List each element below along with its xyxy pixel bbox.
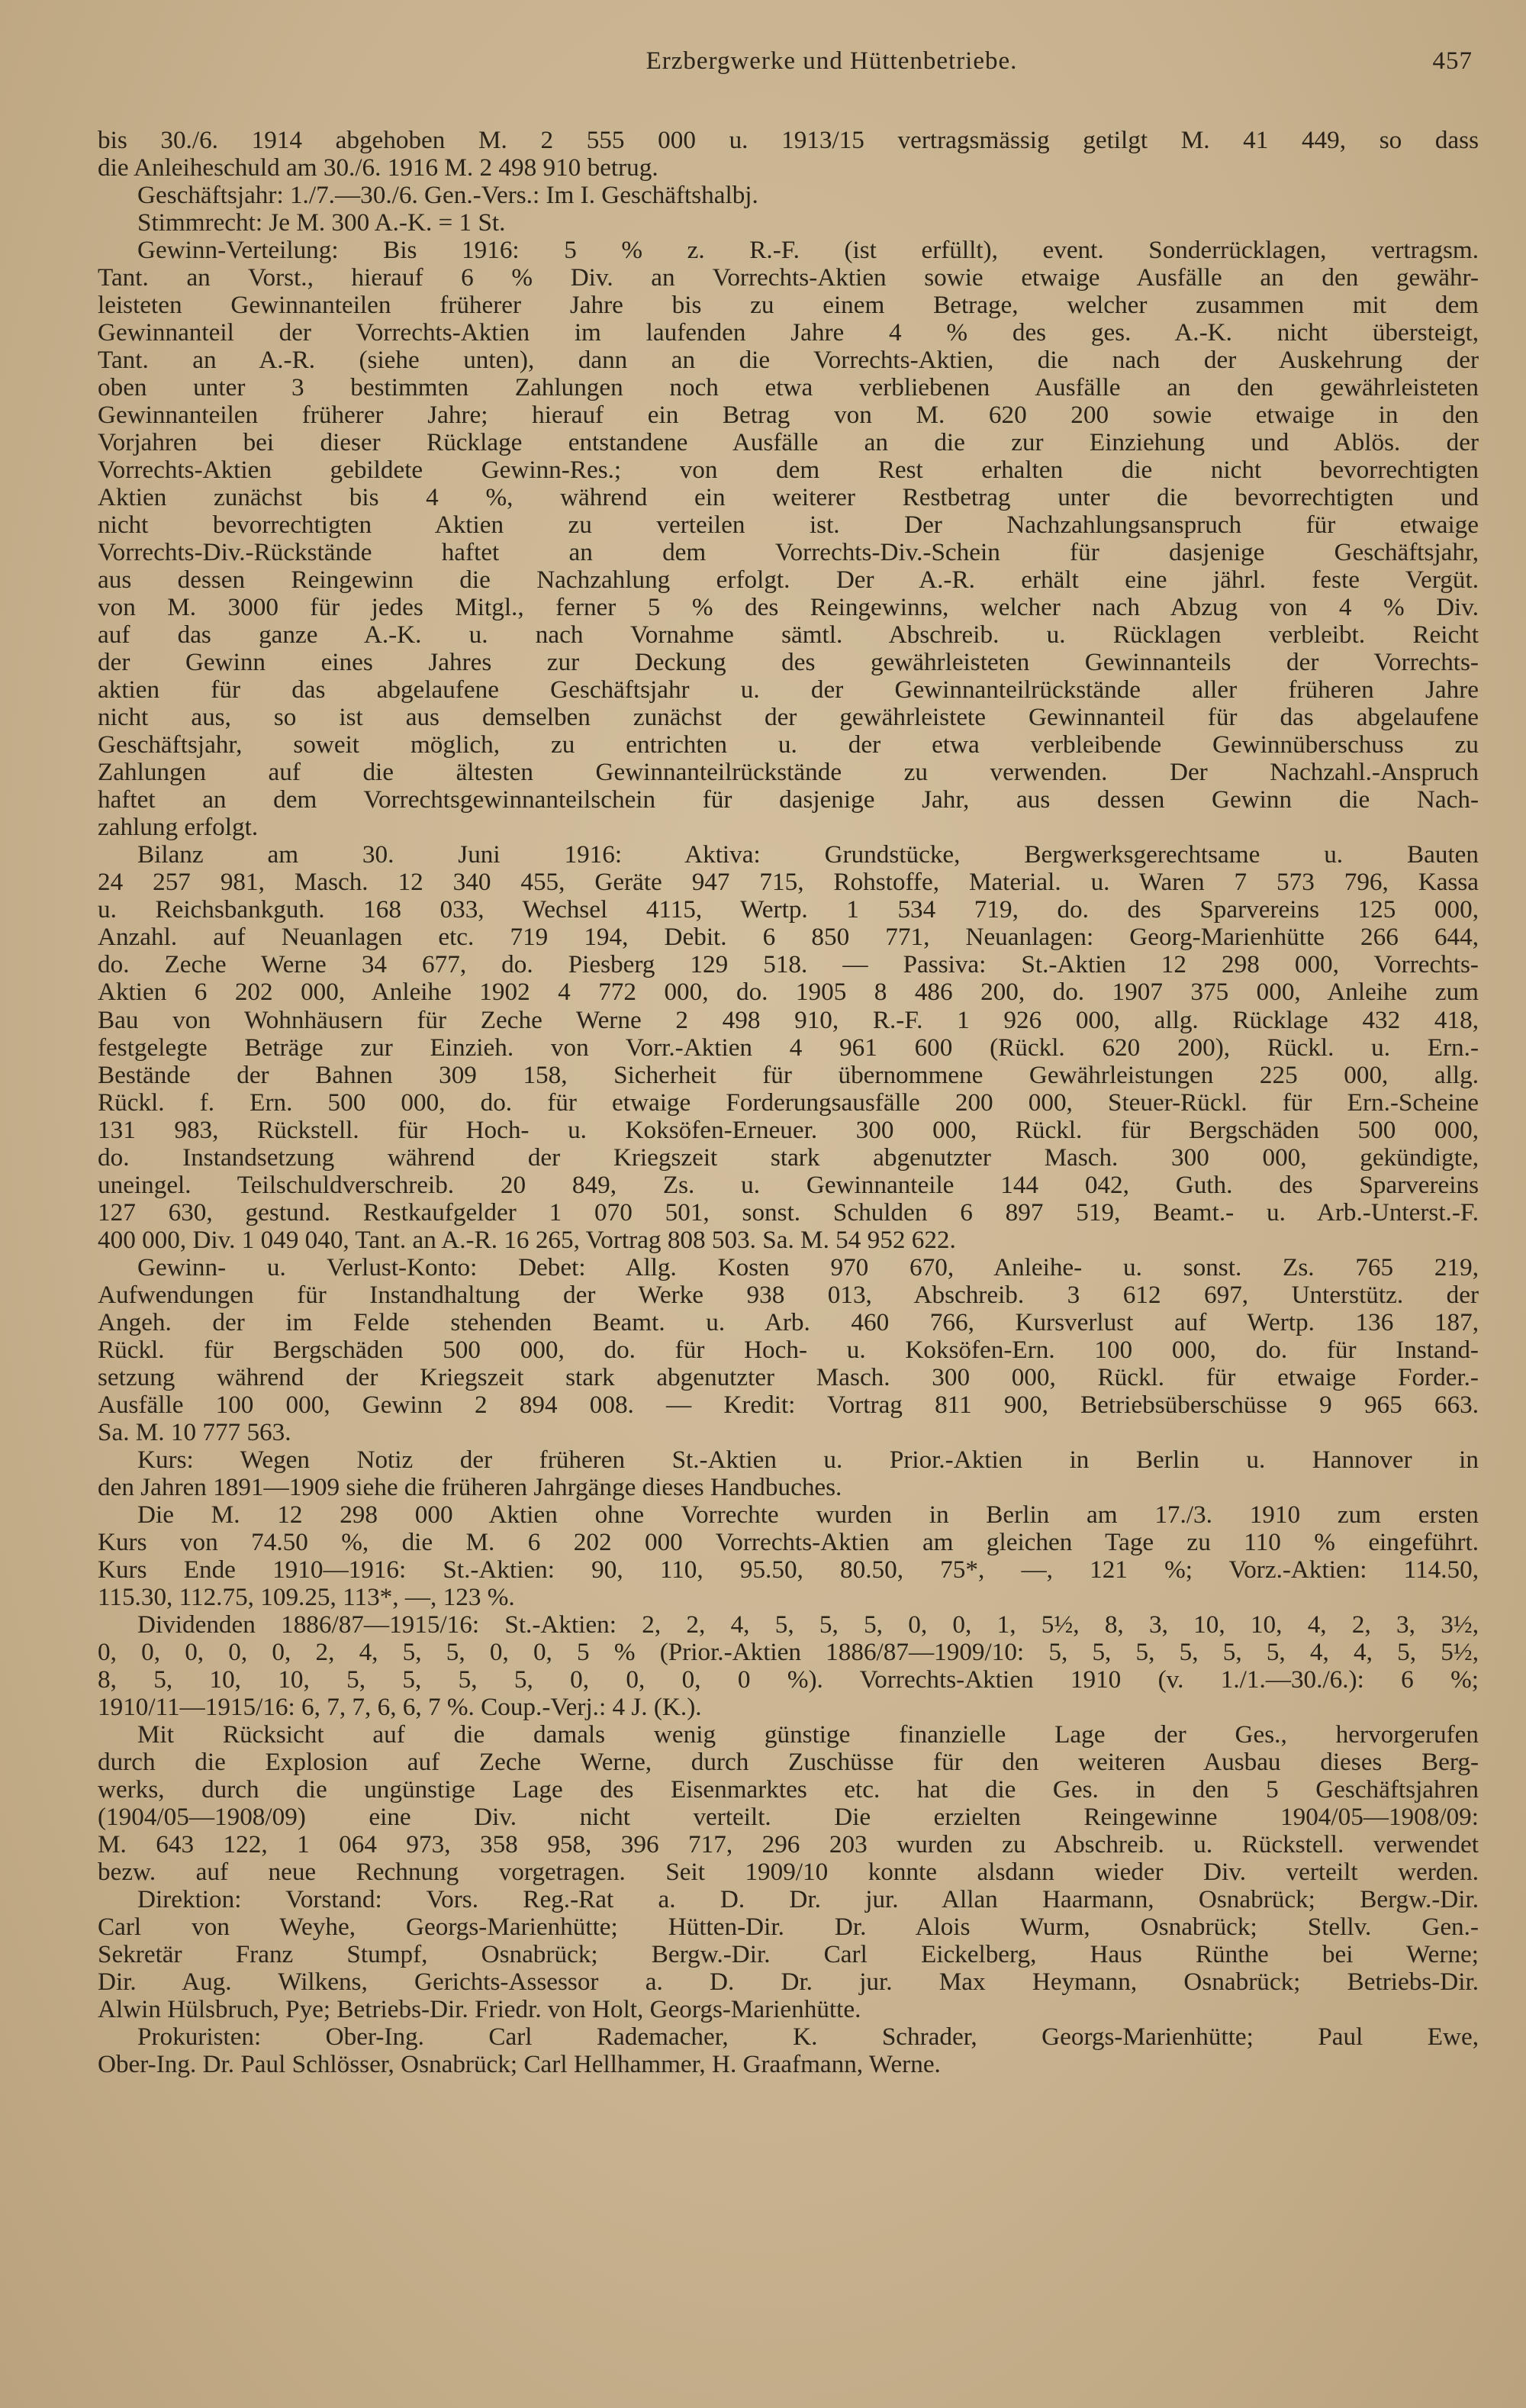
text-line: Zahlungen auf die ältesten Gewinnanteilrückstände zu verwenden. Der Nachzahl.-Anspruch: [98, 759, 1479, 787]
text-line: Mit Rücksicht auf die damals wenig günstige finanzielle Lage der Ges., hervorgerufen: [137, 1720, 1479, 1749]
text-line: Tant. an Vorst., hierauf 6 % Div. an Vorrechts-Aktien sowie etwaige Ausfälle an den gewähr-: [98, 264, 1479, 292]
text-line: 400 000, Div. 1 049 040, Tant. an A.-R. 16 265, Vortrag 808 503. Sa. M. 54 952 622.: [98, 1226, 956, 1254]
text-line: nicht bevorrechtigten Aktien zu verteilen ist. Der Nachzahlungsanspruch für etwaige: [98, 511, 1479, 540]
text-line: Kurs von 74.50 %, die M. 6 202 000 Vorrechts-Aktien am gleichen Tage zu 110 % eingeführt.: [98, 1528, 1479, 1556]
text-line: Tant. an A.-R. (siehe unten), dann an die Vorrechts-Aktien, die nach der Auskehrung der: [98, 347, 1479, 375]
text-line: 1910/11—1915/16: 6, 7, 7, 6, 6, 7 %. Coup.-Verj.: 4 J. (K.).: [98, 1693, 702, 1721]
text-line: 24 257 981, Masch. 12 340 455, Geräte 947 715, Rohstoffe, Material. u. Waren 7 573 796, Kassa: [98, 869, 1479, 897]
text-line: Direktion: Vorstand: Vors. Reg.-Rat a. D. Dr. jur. Allan Haarmann, Osnabrück; Bergw.-Dir.: [137, 1886, 1479, 1913]
text-line: setzung während der Kriegszeit stark abgenutzter Masch. 300 000, Rückl. für etwaige Forder.-: [98, 1363, 1479, 1391]
text-line: Anzahl. auf Neuanlagen etc. 719 194, Debit. 6 850 771, Neuanlagen: Georg-Marienhütte 266 644,: [98, 924, 1479, 952]
text-line: auf das ganze A.-K. u. nach Vornahme sämtl. Abschreib. u. Rücklagen verbleibt. Reicht: [98, 621, 1479, 650]
text-line: Geschäftsjahr: 1./7.—30./6. Gen.-Vers.: Im I. Geschäftshalbj.: [137, 182, 758, 210]
text-line: haftet an dem Vorrechtsgewinnanteilschein für dasjenige Jahr, aus dessen Gewinn die Nach-: [98, 786, 1479, 814]
text-line: Dividenden 1886/87—1915/16: St.-Aktien: 2, 2, 4, 5, 5, 5, 0, 0, 1, 5½, 8, 3, 10, 10, 4, 2, 3, 3½,: [137, 1610, 1479, 1639]
text-line: Rückl. f. Ern. 500 000, do. für etwaige Forderungsausfälle 200 000, Steuer-Rückl. für Ern.-Scheine: [98, 1088, 1479, 1117]
text-line: den Jahren 1891—1909 siehe die früheren Jahrgänge dieses Handbuches.: [98, 1473, 842, 1501]
text-line: von M. 3000 für jedes Mitgl., ferner 5 % des Reingewinns, welcher nach Abzug von 4 % Div.: [98, 594, 1479, 622]
text-line: Kurs: Wegen Notiz der früheren St.-Aktien u. Prior.-Aktien in Berlin u. Hannover in: [137, 1446, 1479, 1474]
text-line: 8, 5, 10, 10, 5, 5, 5, 5, 0, 0, 0, 0 %). Vorrechts-Aktien 1910 (v. 1./1.—30./6.): 6 %;: [98, 1665, 1479, 1694]
text-line: Gewinn-Verteilung: Bis 1916: 5 % z. R.-F. (ist erfüllt), event. Sonderrücklagen, vertragsm.: [137, 237, 1479, 265]
text-line: bezw. auf neue Rechnung vorgetragen. Seit 1909/10 konnte alsdann wieder Div. verteilt werden.: [98, 1858, 1479, 1886]
page-header: [99, 47, 1473, 85]
text-line: 115.30, 112.75, 109.25, 113*, —, 123 %.: [98, 1583, 515, 1611]
text-line: 0, 0, 0, 0, 0, 2, 4, 5, 5, 0, 0, 5 % (Prior.-Aktien 1886/87—1909/10: 5, 5, 5, 5, 5, 5, 4, 4, 5, 5½,: [98, 1638, 1479, 1666]
text-line: Sa. M. 10 777 563.: [98, 1418, 291, 1446]
text-line: Vorjahren bei dieser Rücklage entstandene Ausfälle an die zur Einziehung und Ablös. der: [98, 429, 1479, 457]
text-line: Gewinn- u. Verlust-Konto: Debet: Allg. Kosten 970 670, Anleihe- u. sonst. Zs. 765 219,: [137, 1253, 1479, 1281]
document-body: [98, 127, 1479, 2078]
text-line: do. Instandsetzung während der Kriegszeit stark abgenutzter Masch. 300 000, gekündigte,: [98, 1143, 1479, 1172]
text-line: uneingel. Teilschuldverschreib. 20 849, Zs. u. Gewinnanteile 144 042, Guth. des Sparvereins: [98, 1171, 1479, 1199]
text-line: Bilanz am 30. Juni 1916: Aktiva: Grundstücke, Bergwerksgerechtsame u. Bauten: [137, 841, 1479, 869]
text-line: Rückl. für Bergschäden 500 000, do. für Hoch- u. Koksöfen-Ern. 100 000, do. für Instand-: [98, 1336, 1479, 1364]
text-line: werks, durch die ungünstige Lage des Eisenmarktes etc. hat die Ges. in den 5 Geschäftsjahren: [98, 1775, 1479, 1804]
running-title: Erzbergwerke und Hüttenbetriebe.: [645, 47, 1018, 75]
text-line: do. Zeche Werne 34 677, do. Piesberg 129 518. — Passiva: St.-Aktien 12 298 000, Vorrechts-: [98, 951, 1479, 979]
text-line: Vorrechts-Div.-Rückstände haftet an dem Vorrechts-Div.-Schein für dasjenige Geschäftsjahr,: [98, 539, 1479, 567]
text-line: Vorrechts-Aktien gebildete Gewinn-Res.; von dem Rest erhalten die nicht bevorrechtigten: [98, 456, 1479, 485]
text-line: Geschäftsjahr, soweit möglich, zu entrichten u. der etwa verbleibende Gewinnüberschuss zu: [98, 731, 1479, 759]
text-line: 127 630, gestund. Restkaufgelder 1 070 501, sonst. Schulden 6 897 519, Beamt.- u. Arb.-Unterst.-F.: [98, 1198, 1479, 1227]
text-line: die Anleiheschuld am 30./6. 1916 M. 2 498 910 betrug.: [98, 154, 658, 182]
text-line: Stimmrecht: Je M. 300 A.-K. = 1 St.: [137, 209, 506, 237]
text-line: Prokuristen: Ober-Ing. Carl Rademacher, K. Schrader, Georgs-Marienhütte; Paul Ewe,: [137, 2023, 1479, 2052]
text-line: Die M. 12 298 000 Aktien ohne Vorrechte wurden in Berlin am 17./3. 1910 zum ersten: [137, 1501, 1479, 1529]
text-line: leisteten Gewinnanteilen früherer Jahre bis zu einem Betrage, welcher zusammen mit dem: [98, 292, 1479, 320]
text-line: der Gewinn eines Jahres zur Deckung des gewährleisteten Gewinnanteils der Vorrechts-: [98, 649, 1479, 677]
text-line: Gewinnanteil der Vorrechts-Aktien im laufenden Jahre 4 % des ges. A.-K. nicht übersteigt,: [98, 319, 1479, 347]
text-line: aus dessen Reingewinn die Nachzahlung erfolgt. Der A.-R. erhält eine jährl. feste Vergüt.: [98, 566, 1479, 595]
text-line: Angeh. der im Felde stehenden Beamt. u. Arb. 460 766, Kursverlust auf Wertp. 136 187,: [98, 1308, 1479, 1336]
text-line: Bestände der Bahnen 309 158, Sicherheit für übernommene Gewährleistungen 225 000, allg.: [98, 1061, 1479, 1089]
text-line: Bau von Wohnhäusern für Zeche Werne 2 498 910, R.-F. 1 926 000, allg. Rücklage 432 418,: [98, 1006, 1479, 1034]
text-line: Ober-Ing. Dr. Paul Schlösser, Osnabrück; Carl Hellhammer, H. Graafmann, Werne.: [98, 2051, 941, 2079]
text-line: Gewinnanteilen früherer Jahre; hierauf ein Betrag von M. 620 200 sowie etwaige in den: [98, 401, 1479, 430]
text-line: zahlung erfolgt.: [98, 814, 259, 842]
text-line: Dir. Aug. Wilkens, Gerichts-Assessor a. D. Dr. jur. Max Heymann, Osnabrück; Betriebs-Dir.: [98, 1968, 1479, 1997]
text-line: Ausfälle 100 000, Gewinn 2 894 008. — Kredit: Vortrag 811 900, Betriebsüberschüsse 9 965 663.: [98, 1391, 1479, 1419]
text-line: bis 30./6. 1914 abgehoben M. 2 555 000 u. 1913/15 vertragsmässig getilgt M. 41 449, so dass: [98, 127, 1479, 154]
text-line: nicht aus, so ist aus demselben zunächst der gewährleistete Gewinnanteil für das abgelaufene: [98, 704, 1479, 732]
text-line: oben unter 3 bestimmten Zahlungen noch etwa verbliebenen Ausfälle an den gewährleisteten: [98, 374, 1479, 402]
text-line: M. 643 122, 1 064 973, 358 958, 396 717, 296 203 wurden zu Abschreib. u. Rückstell. verwendet: [98, 1830, 1479, 1858]
text-line: Kurs Ende 1910—1916: St.-Aktien: 90, 110, 95.50, 80.50, 75*, —, 121 %; Vorz.-Aktien: 114.50,: [98, 1555, 1479, 1584]
text-line: Aktien zunächst bis 4 %, während ein weiterer Restbetrag unter die bevorrechtigten und: [98, 484, 1479, 512]
text-line: Alwin Hülsbruch, Pye; Betriebs-Dir. Friedr. von Holt, Georgs-Marienhütte.: [98, 1996, 861, 2024]
page-number: 457: [1432, 47, 1473, 75]
text-line: u. Reichsbankguth. 168 033, Wechsel 4115, Wertp. 1 534 719, do. des Sparvereins 125 000,: [98, 896, 1479, 924]
text-line: Aktien 6 202 000, Anleihe 1902 4 772 000, do. 1905 8 486 200, do. 1907 375 000, Anleihe zum: [98, 978, 1479, 1007]
text-line: durch die Explosion auf Zeche Werne, durch Zuschüsse für den weiteren Ausbau dieses Berg-: [98, 1748, 1479, 1776]
text-line: Carl von Weyhe, Georgs-Marienhütte; Hütten-Dir. Dr. Alois Wurm, Osnabrück; Stellv. Gen.-: [98, 1913, 1479, 1942]
text-line: 131 983, Rückstell. für Hoch- u. Koksöfen-Erneuer. 300 000, Rückl. für Bergschäden 500 000,: [98, 1116, 1479, 1144]
text-line: Aufwendungen für Instandhaltung der Werke 938 013, Abschreib. 3 612 697, Unterstütz. der: [98, 1281, 1479, 1309]
text-line: Sekretär Franz Stumpf, Osnabrück; Bergw.-Dir. Carl Eickelberg, Haus Rünthe bei Werne;: [98, 1941, 1479, 1969]
text-line: (1904/05—1908/09) eine Div. nicht verteilt. Die erzielten Reingewinne 1904/05—1908/09:: [98, 1803, 1479, 1831]
text-line: festgelegte Beträge zur Einzieh. von Vorr.-Aktien 4 961 600 (Rückl. 620 200), Rückl. u. Ern.-: [98, 1033, 1479, 1062]
text-line: aktien für das abgelaufene Geschäftsjahr u. der Gewinnanteilrückstände aller früheren Jahre: [98, 676, 1479, 704]
